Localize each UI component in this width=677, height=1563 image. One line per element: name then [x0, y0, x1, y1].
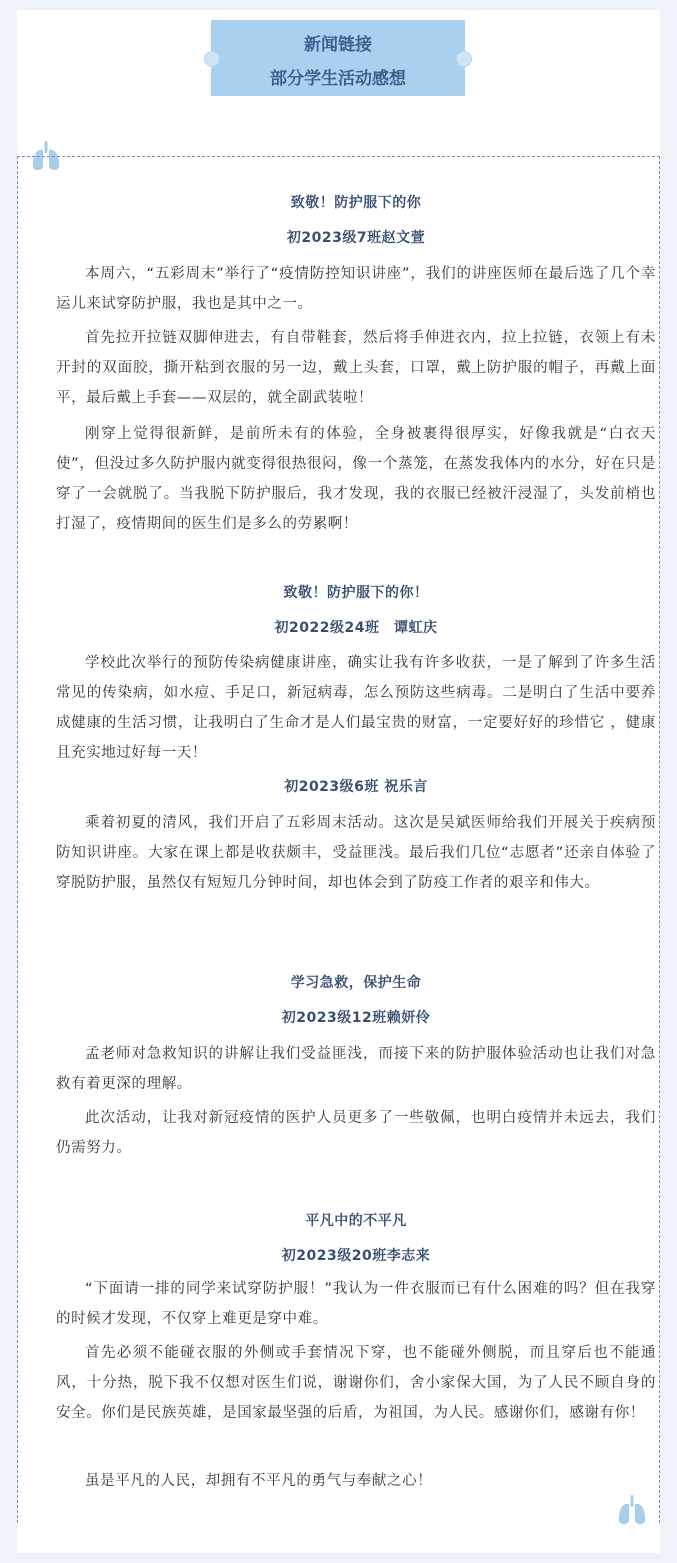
article-1-title: 致敬！防护服下的你: [290, 195, 422, 211]
banner-dot-left: [204, 51, 220, 67]
banner-title: 新闻链接: [304, 35, 372, 55]
article-3-author: 初2023级6班 祝乐言: [284, 779, 428, 795]
article-4-author: 初2023级12班赖妍伶: [281, 1010, 431, 1026]
article-5-paragraph-1: “下面请一排的同学来试穿防护服！”我认为一件衣服而已有什么困难的吗？但在我穿的时候才发现，不仅穿上难更是穿中难。: [56, 1281, 656, 1327]
news-link-banner: [211, 20, 465, 96]
article-1-paragraph-3: 刚穿上觉得很新鲜，是前所未有的体验，全身被裹得很厚实，好像我就是“白衣天使”，但没过多久防护服内就变得很热很闷，像一个蒸笼，在蒸发我体内的水分，好在只是穿了一会就脱了。当我脱下防护服后，我才发现，我的衣服已经被汗浸湿了，头发前梢也打湿了，疫情期间的医生们是多么的劳累啊！: [56, 426, 656, 532]
article-2-paragraph-1: 学校此次举行的预防传染病健康讲座，确实让我有许多收获，一是了解到了许多生活常见的传染病，如水痘、手足口，新冠病毒，怎么预防这些病毒。二是明白了生活中要养成健康的生活习惯，让我明白了生命才是人们最宝贵的财富，一定要好好的珍惜它 ，健康且充实地过好每一天！: [56, 655, 656, 761]
article-5-author: 初2023级20班李志来: [281, 1248, 431, 1264]
banner-subtitle: 部分学生活动感想: [270, 69, 406, 89]
article-2-author: 初2022级24班 谭虹庆: [274, 620, 438, 636]
article-1-author: 初2023级7班赵文萱: [286, 230, 426, 246]
article-1-paragraph-2: 首先拉开拉链双脚伸进去，有自带鞋套，然后将手伸进衣内，拉上拉链，衣领上有未开封的双面胶，撕开粘到衣服的另一边，戴上头套，口罩，戴上防护服的帽子，再戴上面平，最后戴上手套——双层的，就全副武装啦！: [56, 330, 656, 406]
article-2-title: 致敬！防护服下的你！: [283, 585, 429, 601]
article-3-paragraph-1: 乘着初夏的清风，我们开启了五彩周末活动。这次是吴斌医师给我们开展关于疾病预防知识讲座。大家在课上都是收获颇丰，受益匪浅。最后我们几位“志愿者”还亲自体验了穿脱防护服，虽然仅有短短几分钟时间，却也体会到了防疫工作者的艰辛和伟大。: [56, 815, 656, 891]
article-frame: [17, 156, 660, 1523]
article-5-paragraph-3: 虽是平凡的人民，却拥有不平凡的勇气与奉献之心！: [85, 1473, 433, 1489]
article-4-title: 学习急救，保护生命: [290, 975, 422, 991]
article-5-paragraph-2: 首先必须不能碰衣服的外侧或手套情况下穿，也不能碰外侧脱，而且穿后也不能通风，十分热，脱下我不仅想对医生们说，谢谢你们，舍小家保大国，为了人民不顾自身的安全。你们是民族英雄，是国家最坚强的后盾，为祖国，为人民。感谢你们，感谢有你！: [56, 1345, 656, 1421]
article-4-paragraph-1: 孟老师对急救知识的讲解让我们受益匪浅，而接下来的防护服体验活动也让我们对急救有着更深的理解。: [56, 1046, 656, 1092]
article-5-title: 平凡中的不平凡: [305, 1213, 407, 1229]
banner-dot-right: [456, 51, 472, 67]
article-1-paragraph-1: 本周六，“五彩周末”举行了“疫情防控知识讲座”，我们的讲座医师在最后选了几个幸运儿来试穿防护服，我也是其中之一。: [56, 266, 656, 312]
lungs-icon: [617, 1494, 647, 1526]
article-4-paragraph-2: 此次活动，让我对新冠疫情的医护人员更多了一些敬佩，也明白疫情并未远去，我们仍需努力。: [56, 1110, 656, 1156]
